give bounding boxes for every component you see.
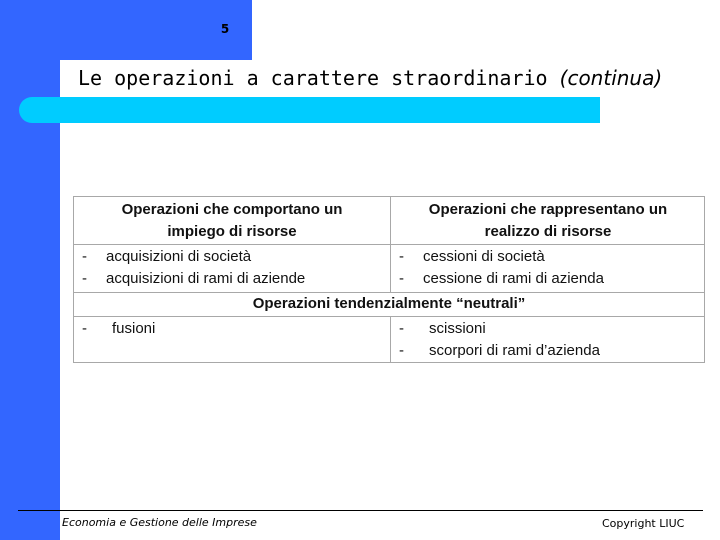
slide-title-main: Le operazioni a carattere straordinario — [78, 66, 560, 90]
header-impiego — [74, 199, 390, 243]
list-dash: - — [82, 248, 87, 265]
list-dash: - — [399, 270, 404, 287]
table-row — [74, 246, 390, 268]
list-dash: - — [399, 320, 404, 337]
header-realizzo-line1: Operazioni che rappresentano un — [428, 201, 668, 218]
neutral-right-item: scissioni — [429, 320, 486, 337]
operations-table — [73, 196, 705, 363]
table-divider — [74, 316, 704, 317]
table-row — [74, 268, 390, 290]
table-column-divider — [390, 317, 391, 362]
left-item: acquisizioni di rami di aziende — [106, 270, 306, 287]
header-realizzo-line2: realizzo di risorse — [484, 223, 612, 240]
list-dash: - — [82, 320, 87, 337]
footer-divider — [18, 510, 703, 511]
slide-title-continued: (continua) — [559, 66, 663, 90]
table-row — [391, 340, 705, 362]
header-realizzo — [391, 199, 705, 243]
table-row — [74, 318, 390, 340]
table-divider — [74, 244, 704, 245]
left-blue-band — [0, 0, 60, 540]
table-row — [391, 246, 705, 268]
table-row — [391, 268, 705, 290]
list-dash: - — [399, 342, 404, 359]
list-dash: - — [399, 248, 404, 265]
header-impiego-line2: impiego di risorse — [167, 223, 297, 240]
slide-title — [78, 66, 698, 90]
left-item: acquisizioni di società — [106, 248, 252, 265]
footer-course: Economia e Gestione delle Imprese — [62, 516, 257, 529]
footer-copyright: Copyright LIUC — [602, 517, 685, 530]
slide-number: 5 — [220, 22, 230, 36]
list-dash: - — [82, 270, 87, 287]
title-accent-bar — [19, 97, 600, 123]
neutral-right-item: scorpori di rami d’azienda — [429, 342, 600, 359]
right-item: cessioni di società — [423, 248, 545, 265]
right-item: cessione di rami di azienda — [423, 270, 604, 287]
header-impiego-line1: Operazioni che comportano un — [121, 201, 343, 218]
neutral-left-item: fusioni — [112, 320, 156, 337]
table-row — [391, 318, 705, 340]
neutral-header: Operazioni tendenzialmente “neutrali” — [252, 295, 526, 312]
table-column-divider — [390, 197, 391, 293]
